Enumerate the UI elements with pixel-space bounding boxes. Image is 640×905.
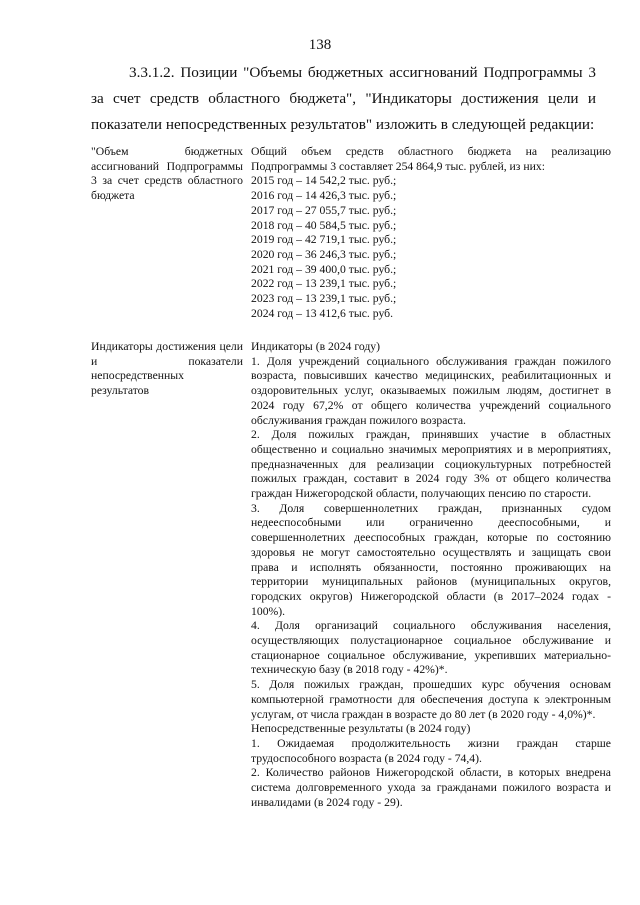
indicators-heading: Индикаторы (в 2024 году) [251,340,381,353]
budget-year-line: 2019 год – 42 719,1 тыс. руб.; [251,233,397,247]
budget-year-line: 2017 год – 27 055,7 тыс. руб.; [251,203,397,217]
budget-year-line: 2016 год – 14 426,3 тыс. руб.; [251,189,397,203]
indicator-item: 4. Доля организаций социального обслуживания населения, осуществляющих полустационарное социальное обслуживание и стационарное социальное обслуживание, укрепивших материально-техническую базу (в 2018 году - 42%)*. [251,619,611,677]
budget-content [251,145,611,321]
indicator-item: 5. Доля пожилых граждан, прошедших курс обучения основам компьютерной грамотности для обеспечения доступа к электронным услугам, от числа граждан в возрасте до 80 лет (в 2020 году - 4,0%)*. [251,678,611,721]
indicators-content [251,340,611,811]
budget-year-line: 2018 год – 40 584,5 тыс. руб.; [251,218,397,232]
indicator-item: 3. Доля совершеннолетних граждан, признанных судом недееспособными или ограниченно дееспособными, и совершеннолетних дееспособных граждан, которые по состоянию здоровья не могут самостоятельно осуществлять и защищать свои права и исполнять обязанности, постоянно проживающих на территории муниципальных районов (муниципальных округов, городских округов) Нижегородской области (в 2017–2024 годах - 100%). [251,501,611,618]
page-number: 138 [308,37,332,53]
budget-year-line: 2024 год – 13 412,6 тыс. руб. [251,306,394,320]
budget-summary: Общий объем средств областного бюджета на реализацию Подпрограммы 3 составляет 254 864,9 тыс. рублей, из них: [251,145,611,173]
budget-label: "Объем бюджетных ассигнований Подпрограммы 3 за счет средств областного бюджета [91,145,243,203]
results-heading: Непосредственные результаты (в 2024 году) [251,722,471,736]
budget-year-line: 2020 год – 36 246,3 тыс. руб.; [251,247,397,261]
budget-year-line: 2022 год – 13 239,1 тыс. руб.; [251,277,397,291]
result-item: 2. Количество районов Нижегородской области, в которых внедрена система долговременного ухода за гражданами пожилого возраста и инвалидами (в 2024 году - 29). [251,766,611,809]
indicator-item: 2. Доля пожилых граждан, принявших участие в областных общественно и социально значимых мероприятиях и в мероприятиях, предназначенных для реализации социокультурных потребностей пожилых граждан, составит в 2024 году 3% от общего количества граждан Нижегородской области, получающих пенсию по старости. [251,428,611,501]
result-item: 1. Ожидаемая продолжительность жизни граждан старше трудоспособного возраста (в 2024 году - 74,4). [251,736,611,765]
budget-year-line: 2015 год – 14 542,2 тыс. руб.; [251,174,397,188]
budget-year-line: 2021 год – 39 400,0 тыс. руб.; [251,262,397,276]
indicator-item: 1. Доля учреждений социального обслуживания граждан пожилого возраста, повысивших качество медицинских, реабилитационных и оздоровительных услуг, оказываемых пожилым людям, достигнет в 2024 году 67,2% от общего количества учреждений социального обслуживания граждан пожилого возраста. [251,354,611,427]
budget-year-line: 2023 год – 13 239,1 тыс. руб.; [251,292,397,306]
indicators-label: Индикаторы достижения цели и показатели непосредственных результатов [91,340,243,398]
intro-paragraph: 3.3.1.2. Позиции "Объемы бюджетных ассигнований Подпрограммы 3 за счет средств областного бюджета", "Индикаторы достижения цели и показатели непосредственных результатов" изложить в следующей редакции: [91,64,596,133]
